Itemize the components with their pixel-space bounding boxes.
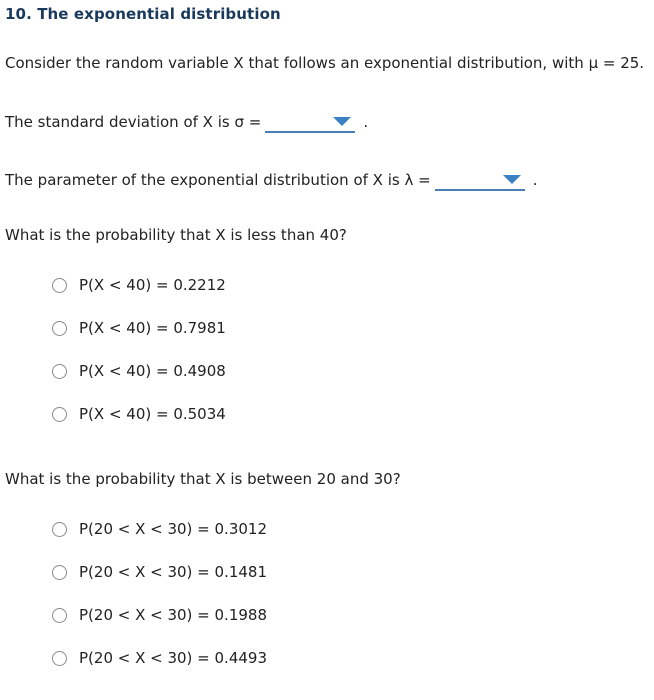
option-label: P(X < 40) = 0.2212 bbox=[79, 276, 226, 294]
option-label: P(20 < X < 30) = 0.1988 bbox=[79, 606, 267, 624]
chevron-down-icon bbox=[503, 175, 521, 184]
radio-button[interactable] bbox=[52, 407, 67, 422]
radio-button[interactable] bbox=[52, 522, 67, 537]
q1-option-4[interactable] bbox=[52, 405, 226, 423]
option-label: P(X < 40) = 0.5034 bbox=[79, 405, 226, 423]
q2-option-3[interactable] bbox=[52, 606, 267, 624]
radio-button[interactable] bbox=[52, 364, 67, 379]
lambda-dropdown[interactable] bbox=[435, 169, 525, 191]
q1-option-3[interactable] bbox=[52, 362, 226, 380]
sentence-period: . bbox=[363, 113, 369, 131]
option-label: P(20 < X < 30) = 0.3012 bbox=[79, 520, 267, 538]
radio-button[interactable] bbox=[52, 651, 67, 666]
option-label: P(20 < X < 30) = 0.4493 bbox=[79, 649, 267, 667]
q2-prompt: What is the probability that X is between 20 and 30? bbox=[5, 470, 401, 488]
sentence-period: . bbox=[532, 171, 538, 189]
lambda-prompt: The parameter of the exponential distribution of X is λ = bbox=[5, 171, 431, 189]
q2-option-4[interactable] bbox=[52, 649, 267, 667]
chevron-down-icon bbox=[333, 117, 351, 126]
intro-text: Consider the random variable X that follows an exponential distribution, with μ = 25. bbox=[5, 54, 645, 72]
radio-button[interactable] bbox=[52, 608, 67, 623]
q1-option-1[interactable] bbox=[52, 276, 226, 294]
q1-option-2[interactable] bbox=[52, 319, 226, 337]
q1-prompt: What is the probability that X is less than 40? bbox=[5, 226, 347, 244]
q2-option-2[interactable] bbox=[52, 563, 267, 581]
sd-dropdown[interactable] bbox=[265, 111, 355, 133]
lambda-row bbox=[5, 169, 537, 191]
radio-button[interactable] bbox=[52, 565, 67, 580]
sd-row bbox=[5, 111, 368, 133]
option-label: P(20 < X < 30) = 0.1481 bbox=[79, 563, 267, 581]
option-label: P(X < 40) = 0.7981 bbox=[79, 319, 226, 337]
radio-button[interactable] bbox=[52, 278, 67, 293]
q2-option-1[interactable] bbox=[52, 520, 267, 538]
question-title: 10. The exponential distribution bbox=[5, 5, 281, 23]
radio-button[interactable] bbox=[52, 321, 67, 336]
sd-prompt: The standard deviation of X is σ = bbox=[5, 113, 262, 131]
option-label: P(X < 40) = 0.4908 bbox=[79, 362, 226, 380]
